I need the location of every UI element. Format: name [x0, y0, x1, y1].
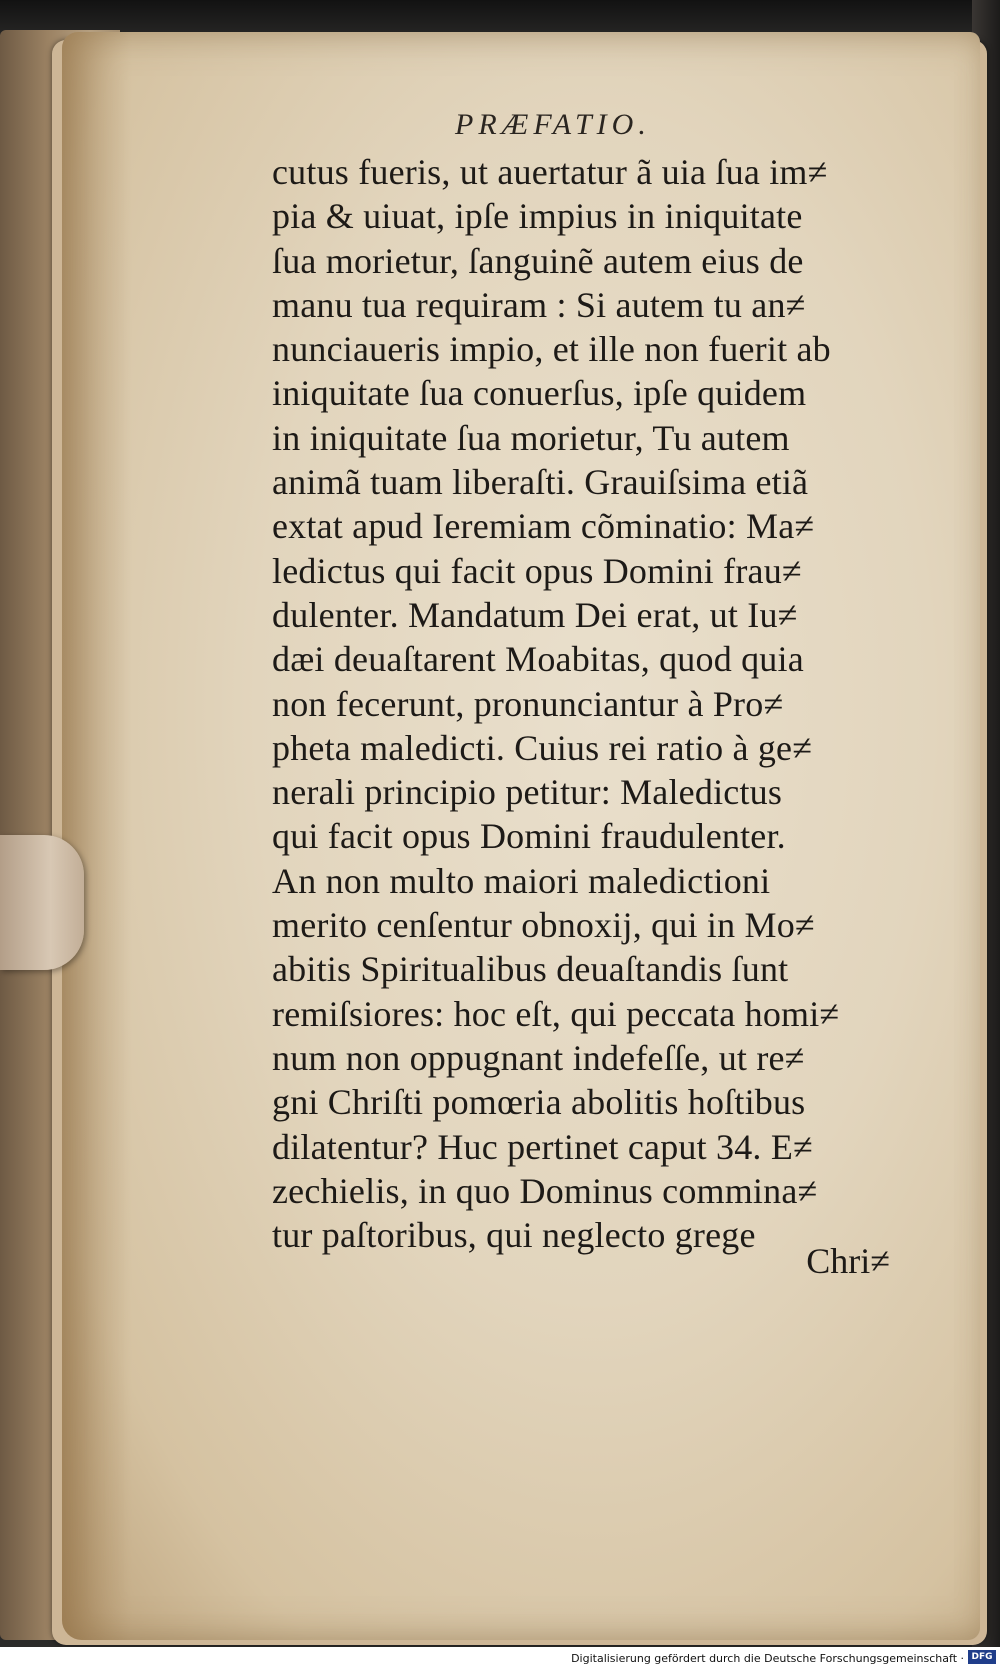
text-line: gni Chriſti pomœria abolitis hoſtibus: [272, 1082, 806, 1123]
text-line: dæi deuaſtarent Moabitas, quod quia: [272, 639, 804, 680]
text-line: pia & uiuat, ipſe impius in iniquitate: [272, 196, 803, 237]
text-line: dilatentur? Huc pertinet caput 34. E≠: [272, 1126, 813, 1167]
catchword: Chri≠: [806, 1241, 890, 1281]
text-line: dulenter. Mandatum Dei erat, ut Iu≠: [272, 594, 798, 635]
text-line: non fecerunt, pronunciantur à Pro≠: [272, 683, 784, 724]
dfg-logo: DFG: [968, 1650, 996, 1664]
text-line: nerali principio petitur: Maledictus: [272, 772, 783, 813]
text-line: in iniquitate ſua morietur, Tu autem: [272, 417, 790, 458]
text-line: manu tua requiram : Si autem tu an≠: [272, 284, 806, 325]
book-clasp: [0, 835, 84, 970]
text-line: remiſsiores: hoc eſt, qui peccata homi≠: [272, 993, 840, 1034]
text-line: pheta maledicti. Cuius rei ratio à ge≠: [272, 727, 813, 768]
text-line: tur paſtoribus, qui neglecto grege: [272, 1215, 756, 1256]
text-line: abitis Spiritualibus deuaſtandis ſunt: [272, 949, 789, 990]
text-block: [272, 150, 892, 1257]
text-line: animã tuam liberaſti. Grauiſsima etiã: [272, 462, 809, 503]
running-header: PRÆFATIO.: [455, 108, 651, 141]
text-line: num non oppugnant indefeſſe, ut re≠: [272, 1037, 805, 1078]
text-line: zechielis, in quo Dominus commina≠: [272, 1170, 818, 1211]
funding-notice: Digitalisierung gefördert durch die Deutsche Forschungsgemeinschaft ·: [571, 1652, 964, 1665]
text-line: An non multo maiori maledictioni: [272, 860, 771, 901]
text-line: qui facit opus Domini fraudulenter.: [272, 816, 786, 857]
text-line: ſua morietur, ſanguinẽ autem eius de: [272, 240, 804, 281]
page-stain: [62, 32, 132, 1640]
text-line: cutus fueris, ut auertatur ã uia ſua im≠: [272, 152, 828, 192]
text-line: extat apud Ieremiam cõminatio: Ma≠: [272, 506, 815, 547]
text-line: ledictus qui facit opus Domini frau≠: [272, 550, 802, 591]
text-line: merito cenſentur obnoxij, qui in Mo≠: [272, 905, 815, 946]
text-line: iniquitate ſua conuerſus, ipſe quidem: [272, 373, 807, 414]
text-line: nunciaueris impio, et ille non fuerit ab: [272, 329, 831, 370]
footer-bar: [0, 1647, 1000, 1667]
